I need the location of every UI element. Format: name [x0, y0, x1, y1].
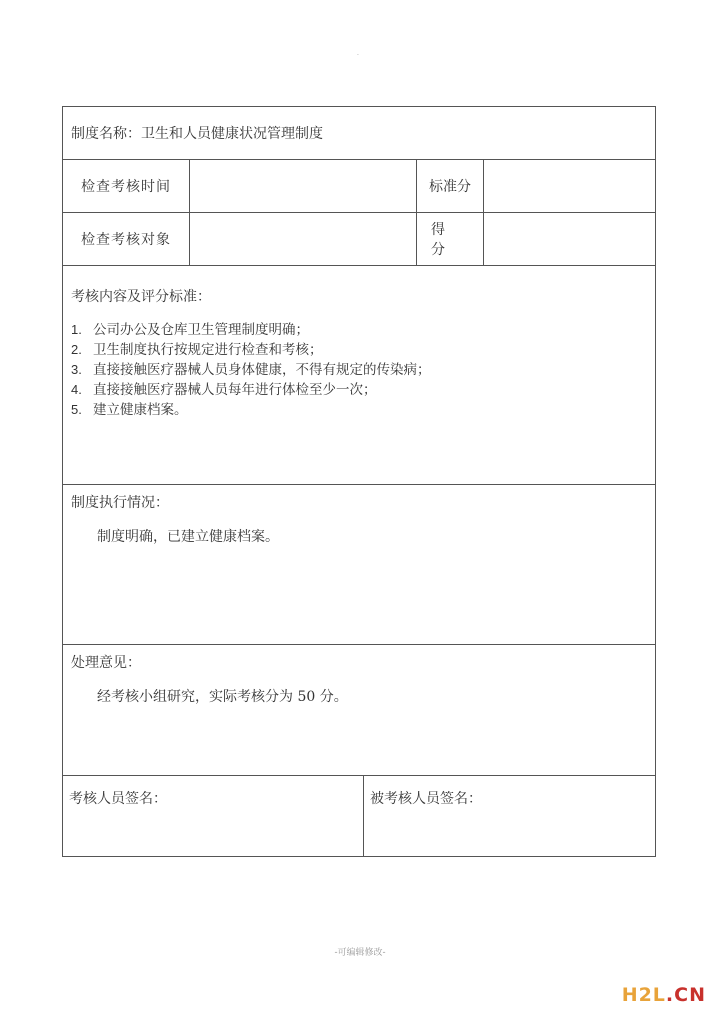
criteria-number: 4.	[71, 382, 82, 397]
check-target-field[interactable]	[190, 213, 417, 265]
check-target-row	[63, 213, 655, 266]
check-time-field[interactable]	[190, 160, 417, 212]
check-time-label: 检查考核时间	[63, 160, 190, 212]
score-label: 得分	[431, 222, 459, 258]
criteria-text: 直接接触医疗器械人员每年进行体检至少一次；	[93, 382, 377, 398]
criteria-text: 建立健康档案。	[93, 402, 188, 418]
criteria-text: 直接接触医疗器械人员身体健康，不得有规定的传染病；	[93, 362, 431, 378]
standard-score-field[interactable]	[484, 160, 655, 212]
score-field[interactable]	[484, 213, 655, 265]
signature-row	[63, 776, 655, 856]
standard-score-label: 标准分	[417, 160, 484, 212]
score-label-cell	[417, 213, 484, 265]
watermark-part2: .CN	[665, 984, 706, 1006]
opinion-block	[63, 645, 655, 775]
opinion-title: 处理意见：	[71, 655, 141, 671]
opinion-section	[63, 645, 655, 776]
watermark-part1: H2L	[621, 984, 666, 1006]
execution-block	[63, 485, 655, 644]
list-item	[71, 360, 647, 380]
top-mark: ·	[357, 52, 359, 59]
site-watermark	[622, 984, 706, 1006]
criteria-text: 公司办公及仓库卫生管理制度明确；	[93, 322, 309, 338]
criteria-number: 5.	[71, 402, 82, 417]
list-item	[71, 380, 647, 400]
check-target-label: 检查考核对象	[63, 213, 190, 265]
examiner-signature-label: 考核人员签名：	[69, 791, 167, 807]
title-cell	[63, 107, 655, 159]
criteria-number: 2.	[71, 342, 82, 357]
management-form	[62, 106, 656, 857]
execution-section	[63, 485, 655, 645]
title-value: 卫生和人员健康状况管理制度	[141, 126, 323, 142]
opinion-text: 经考核小组研究，实际考核分为 50 分。	[97, 689, 348, 705]
examinee-signature-field[interactable]	[364, 776, 655, 856]
examinee-signature-label: 被考核人员签名：	[370, 791, 482, 807]
criteria-title: 考核内容及评分标准：	[71, 289, 211, 305]
title-label: 制度名称：	[71, 126, 141, 142]
criteria-block	[63, 266, 655, 484]
execution-title: 制度执行情况：	[71, 495, 169, 511]
criteria-list	[71, 320, 647, 420]
list-item	[71, 340, 647, 360]
criteria-number: 3.	[71, 362, 82, 377]
execution-text: 制度明确，已建立健康档案。	[97, 529, 279, 545]
examiner-signature-field[interactable]	[63, 776, 364, 856]
check-time-row	[63, 160, 655, 213]
criteria-number: 1.	[71, 322, 82, 337]
criteria-text: 卫生制度执行按规定进行检查和考核；	[93, 342, 323, 358]
list-item	[71, 320, 647, 340]
list-item	[71, 400, 647, 420]
criteria-section	[63, 266, 655, 485]
page-footer: -可编辑修改-	[334, 948, 386, 958]
title-row	[63, 107, 655, 160]
